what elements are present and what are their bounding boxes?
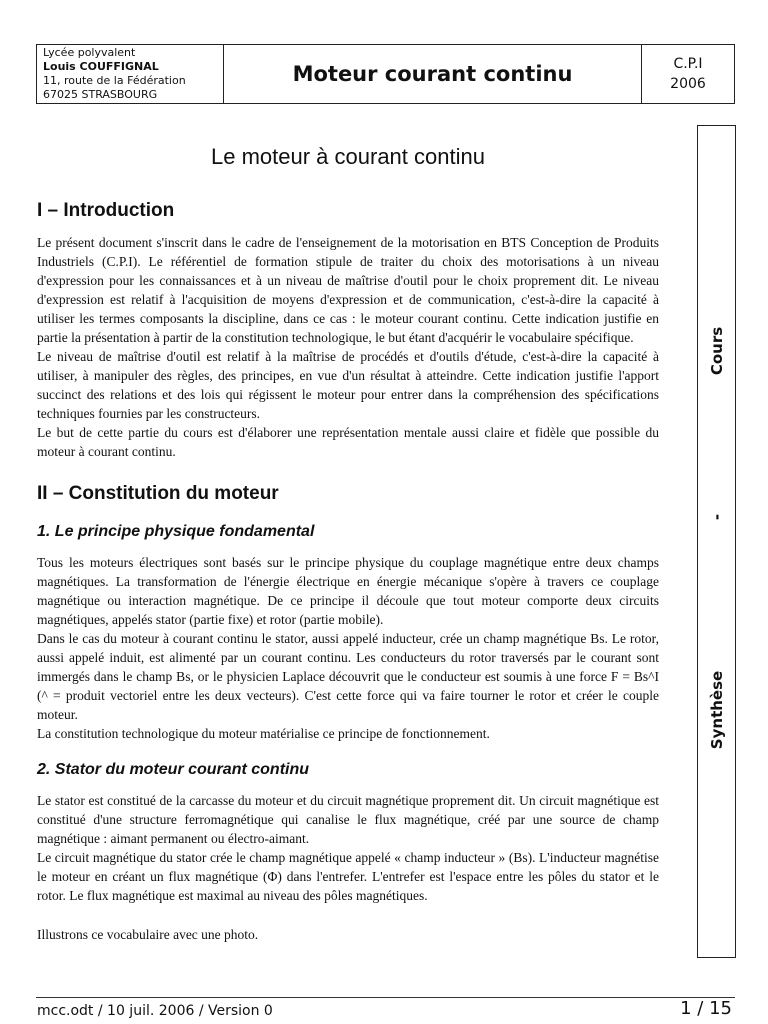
school-info bbox=[37, 45, 224, 103]
principle-paragraph-2: Dans le cas du moteur à courant continu le stator, aussi appelé inducteur, crée un champ magnétique Bs. Le rotor, aussi appelé induit, est alimenté par un courant continu. Les conducteurs du rotor traversés par le courant sont immergés dans le champ Bs, or le physicien Laplace découvrit que le conducteur est soumis à une force F = Bs^I (^ = produit vectoriel entre les deux vecteurs). C'est cette force qui va faire tourner le rotor et créer le couple moteur. bbox=[37, 631, 659, 722]
document-body bbox=[37, 140, 659, 944]
school-name: Louis COUFFIGNAL bbox=[43, 60, 159, 73]
intro-paragraph-1: Le présent document s'inscrit dans le cadre de l'enseignement de la motorisation en BTS Conception de Produits Industriels (C.P.I). Le référentiel de formation stipule de traiter du choix des motorisations à un niveau d'expression pour les connaissances et à un niveau de maîtrise d'outil pour le choix proprement dit. Le niveau d'expression est relatif à l'acquisition de moyens d'expression et de communication, c'est-à-dire la capacité à utiliser les termes composants la discipline, dans ce cas : le moteur courant continu. Cette indication justifie en partie la présentation à partir de la constitution technologique, le but étant d'acquérir le vocabulaire spécifique. bbox=[37, 235, 659, 345]
course-info bbox=[642, 45, 734, 103]
course-code: C.P.I bbox=[673, 56, 703, 72]
intro-paragraph-2: Le niveau de maîtrise d'outil est relatif à la maîtrise de procédés et d'outils d'étude, c'est-à-dire la capacité à utiliser, à manipuler des règles, des principes, en vue d'un résultat à atteindre. Cette indication justifie l'apport succinct des relations et des lois qui régissent le moteur pour entrer dans la compréhension des spécifications techniques fournies par les constructeurs. bbox=[37, 349, 659, 421]
school-type: Lycée polyvalent bbox=[43, 46, 136, 59]
principle-paragraph-1: Tous les moteurs électriques sont basés sur le principe physique du couplage magnétique entre deux champs magnétiques. La transformation de l'énergie électrique en énergie mécanique s'opère à travers ce couplage magnétique ou interaction magnétique. De ce principe il découle que tout moteur comporte deux circuits magnétiques, appelés stator (partie fixe) et rotor (partie mobile). bbox=[37, 555, 659, 627]
intro-paragraph-3: Le but de cette partie du cours est d'élaborer une représentation mentale aussi claire et fidèle que possible du moteur à courant continu. bbox=[37, 425, 659, 459]
school-address: 11, route de la Fédération bbox=[43, 74, 186, 87]
sidebar-label-synthese: Synthèse bbox=[707, 670, 726, 750]
closing-paragraph: Illustrons ce vocabulaire avec une photo. bbox=[37, 927, 259, 942]
stator-heading: 2. Stator du moteur courant continu bbox=[37, 761, 310, 778]
course-year: 2006 bbox=[670, 76, 706, 92]
total-pages: 15 bbox=[709, 998, 732, 1019]
intro-heading: I – Introduction bbox=[37, 200, 175, 221]
principle-heading: 1. Le principe physique fondamental bbox=[37, 523, 315, 540]
document-title: Le moteur à courant continu bbox=[211, 144, 485, 169]
sidebar-label-cours: Cours bbox=[707, 326, 726, 376]
sidebar-label-box bbox=[697, 125, 736, 958]
page-header bbox=[36, 44, 735, 104]
school-city: 67025 STRASBOURG bbox=[43, 88, 158, 101]
footer-divider bbox=[36, 997, 735, 998]
page-number bbox=[680, 998, 732, 1019]
constitution-heading: II – Constitution du moteur bbox=[37, 483, 279, 504]
footer-file-info: mcc.odt / 10 juil. 2006 / Version 0 bbox=[37, 1003, 273, 1019]
stator-paragraph-1: Le stator est constitué de la carcasse du moteur et du circuit magnétique proprement dit. Un circuit magnétique est constitué d'une structure ferromagnétique qui canalise le flux magnétique, créé par une source de champ magnétique : aimant permanent ou électro-aimant. bbox=[37, 793, 659, 846]
current-page: 1 bbox=[680, 998, 692, 1019]
sidebar-dash: - bbox=[707, 513, 726, 521]
header-title: Moteur courant continu bbox=[224, 45, 642, 103]
page-separator: / bbox=[697, 998, 704, 1019]
stator-paragraph-2: Le circuit magnétique du stator crée le champ magnétique appelé « champ inducteur » (Bs). L'inducteur magnétise le moteur en créant un flux magnétique (Φ) dans l'entrefer. L'entrefer est l'espace entre les pôles du stator et le rotor. Le flux magnétique est maximal au niveau des pôles magnétiques. bbox=[37, 850, 659, 903]
principle-paragraph-3: La constitution technologique du moteur matérialise ce principe de fonctionnement. bbox=[37, 726, 490, 741]
